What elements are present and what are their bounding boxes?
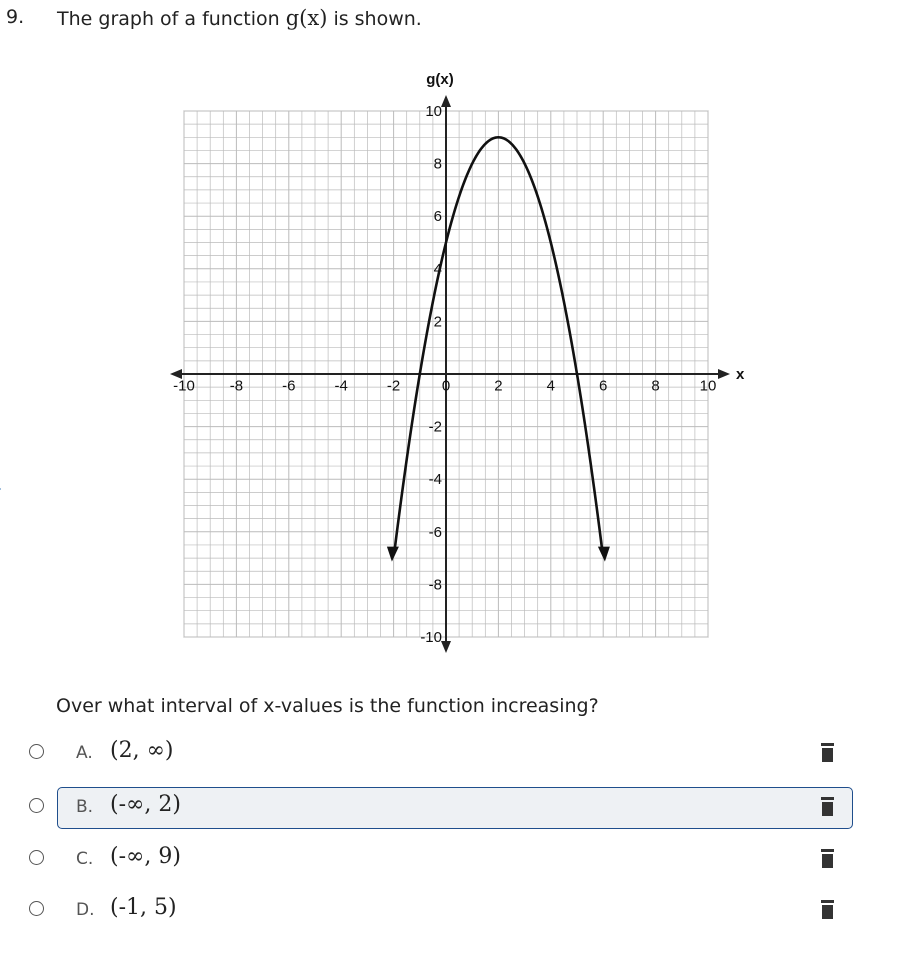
question-text-after: is shown. [327, 8, 422, 30]
trash-icon[interactable] [821, 797, 834, 817]
y-tick-label: 8 [433, 155, 442, 173]
curve-right-arrow-icon [598, 547, 610, 562]
question-text [57, 6, 422, 30]
answer-choice[interactable] [24, 839, 854, 881]
answer-choice[interactable] [24, 733, 854, 775]
y-tick-label: 6 [433, 208, 442, 226]
x-tick-label: -8 [229, 377, 244, 395]
y-axis-down-arrow-icon [441, 641, 451, 653]
y-tick-label: -6 [428, 523, 442, 541]
radio-button[interactable] [29, 850, 44, 865]
x-tick-label: 10 [699, 377, 717, 395]
x-tick-label: -2 [386, 377, 401, 395]
answer-choice[interactable] [24, 890, 854, 932]
question-prompt: Over what interval of x-values is the function increasing? [56, 695, 599, 717]
choice-answer: (-1, 5) [110, 895, 177, 920]
y-tick-label: -4 [428, 471, 442, 489]
choice-letter: A. [76, 743, 93, 763]
y-tick-label: -2 [428, 418, 442, 436]
choice-letter: B. [76, 797, 94, 817]
question-text-before: The graph of a function [57, 8, 286, 30]
radio-button[interactable] [29, 798, 44, 813]
y-axis-up-arrow-icon [441, 95, 451, 107]
graph-axes [170, 95, 730, 653]
radio-button[interactable] [29, 901, 44, 916]
x-axis-label: x [736, 366, 745, 383]
radio-button[interactable] [29, 744, 44, 759]
y-tick-label: -8 [428, 576, 442, 594]
y-tick-label: -10 [420, 629, 442, 646]
choice-letter: D. [76, 900, 95, 920]
trash-icon[interactable] [821, 849, 834, 869]
answer-choice[interactable] [24, 787, 854, 829]
choice-answer: (-∞, 2) [110, 792, 181, 817]
choice-answer: (-∞, 9) [110, 844, 181, 869]
y-tick-label: 10 [425, 103, 442, 120]
x-tick-label: 0 [441, 377, 451, 395]
x-tick-label: 4 [546, 377, 555, 395]
x-tick-label: 8 [651, 377, 660, 395]
function-graph [158, 64, 758, 664]
choice-box[interactable] [57, 733, 853, 775]
x-axis-right-arrow-icon [718, 369, 730, 379]
trash-icon[interactable] [821, 900, 834, 920]
question-number: 9. [6, 6, 25, 28]
x-tick-label: -6 [282, 377, 296, 395]
trash-icon[interactable] [821, 743, 834, 763]
x-tick-label: 2 [494, 377, 503, 395]
x-tick-label: -10 [173, 377, 195, 395]
choice-letter: C. [76, 849, 94, 869]
x-tick-label: 6 [599, 377, 608, 395]
y-tick-label: 4 [433, 260, 442, 278]
function-name: g(x) [285, 6, 328, 30]
x-tick-label: -4 [334, 377, 348, 395]
y-tick-label: 2 [433, 313, 442, 331]
curve-left-arrow-icon [387, 547, 399, 562]
y-axis-label: g(x) [426, 71, 454, 88]
choice-answer: (2, ∞) [110, 738, 174, 763]
scroll-marker-icon [0, 482, 1, 496]
